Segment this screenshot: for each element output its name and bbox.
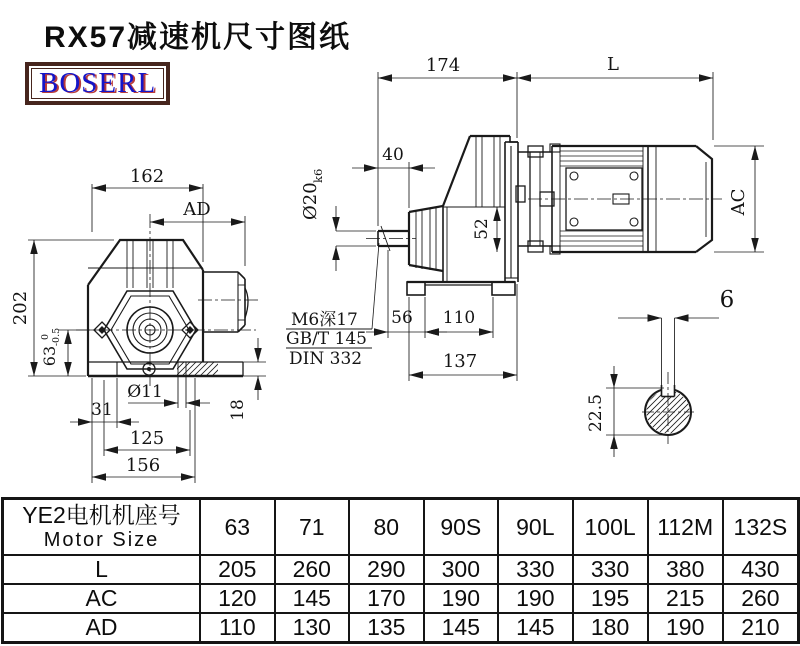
motor-size-col: 90S xyxy=(424,499,499,556)
table-cell: 300 xyxy=(424,555,499,584)
table-cell: 135 xyxy=(349,613,423,643)
dim-63-label: 63 xyxy=(40,345,59,367)
table-cell: 190 xyxy=(498,584,572,613)
brand-logo-text: BOSERL xyxy=(39,67,157,99)
motor-size-col: 71 xyxy=(275,499,349,556)
table-cell: 260 xyxy=(723,584,799,613)
dim-156-label: 156 xyxy=(125,455,161,476)
motor-size-header xyxy=(3,499,201,556)
front-view xyxy=(10,166,266,483)
table-cell: 330 xyxy=(573,555,648,584)
motor-size-col: 90L xyxy=(498,499,572,556)
dim-ac-label: AC xyxy=(728,188,749,216)
dim-31-label: 31 xyxy=(91,400,113,420)
motor-size-table xyxy=(1,497,800,644)
dim-18-label: 18 xyxy=(228,399,248,421)
dim-shaft-dia-label: Ø20 xyxy=(300,182,321,220)
dim-ad-label: AD xyxy=(183,199,211,220)
table-cell: 205 xyxy=(200,555,274,584)
dim-6-label: 6 xyxy=(719,287,735,313)
dim-202-label: 202 xyxy=(10,290,31,326)
table-cell: 195 xyxy=(573,584,648,613)
table-row-L xyxy=(3,555,799,584)
table-cell: 145 xyxy=(498,613,572,643)
table-cell: 210 xyxy=(723,613,799,643)
row-label: L xyxy=(3,555,201,584)
table-cell: 215 xyxy=(648,584,723,613)
table-cell: 145 xyxy=(424,613,499,643)
dim-174-label: 174 xyxy=(425,55,461,76)
dim-l-label: L xyxy=(607,54,619,75)
table-cell: 120 xyxy=(200,584,274,613)
motor-size-col: 132S xyxy=(723,499,799,556)
dim-56-label: 56 xyxy=(391,308,413,328)
table-cell: 130 xyxy=(275,613,349,643)
din-standard-label: DIN 332 xyxy=(289,349,363,369)
table-cell: 260 xyxy=(275,555,349,584)
motor-size-col: 112M xyxy=(648,499,723,556)
table-header-row xyxy=(3,499,799,556)
dim-63-tol-lower: -0.5 xyxy=(51,327,62,347)
dim-52-label: 52 xyxy=(472,218,492,240)
thread-note-label: M6深17 xyxy=(291,310,358,330)
dim-162-label: 162 xyxy=(129,166,165,187)
dim-dia11-label: Ø11 xyxy=(127,382,163,402)
dim-110-label: 110 xyxy=(442,308,476,328)
table-row-AC xyxy=(3,584,799,613)
table-cell: 290 xyxy=(349,555,423,584)
table-cell: 380 xyxy=(648,555,723,584)
gb-standard-label: GB/T 145 xyxy=(286,329,367,349)
dim-40-label: 40 xyxy=(382,145,404,165)
table-row-AD xyxy=(3,613,799,643)
dim-63-tol-upper: 0 xyxy=(40,333,51,341)
dim-125-label: 125 xyxy=(129,428,165,449)
motor-size-header-cn: YE2电机机座号 xyxy=(22,502,181,528)
side-view xyxy=(286,54,764,381)
page-title: RX57减速机尺寸图纸 xyxy=(44,21,352,54)
table-cell: 330 xyxy=(498,555,572,584)
table-cell: 190 xyxy=(424,584,499,613)
row-label: AD xyxy=(3,613,201,643)
table-cell: 170 xyxy=(349,584,423,613)
row-label: AC xyxy=(3,584,201,613)
dim-shaft-fit-label: k6 xyxy=(311,168,325,183)
motor-size-col: 80 xyxy=(349,499,423,556)
motor-size-header-en: Motor Size xyxy=(43,529,160,551)
table-cell: 180 xyxy=(573,613,648,643)
dim-137-label: 137 xyxy=(442,351,478,372)
key-section-view xyxy=(586,287,734,457)
table-cell: 430 xyxy=(723,555,799,584)
motor-size-col: 63 xyxy=(200,499,274,556)
motor-size-col: 100L xyxy=(573,499,648,556)
dim-22_5-label: 22.5 xyxy=(586,394,606,432)
table-cell: 145 xyxy=(275,584,349,613)
table-cell: 110 xyxy=(200,613,274,643)
table-cell: 190 xyxy=(648,613,723,643)
